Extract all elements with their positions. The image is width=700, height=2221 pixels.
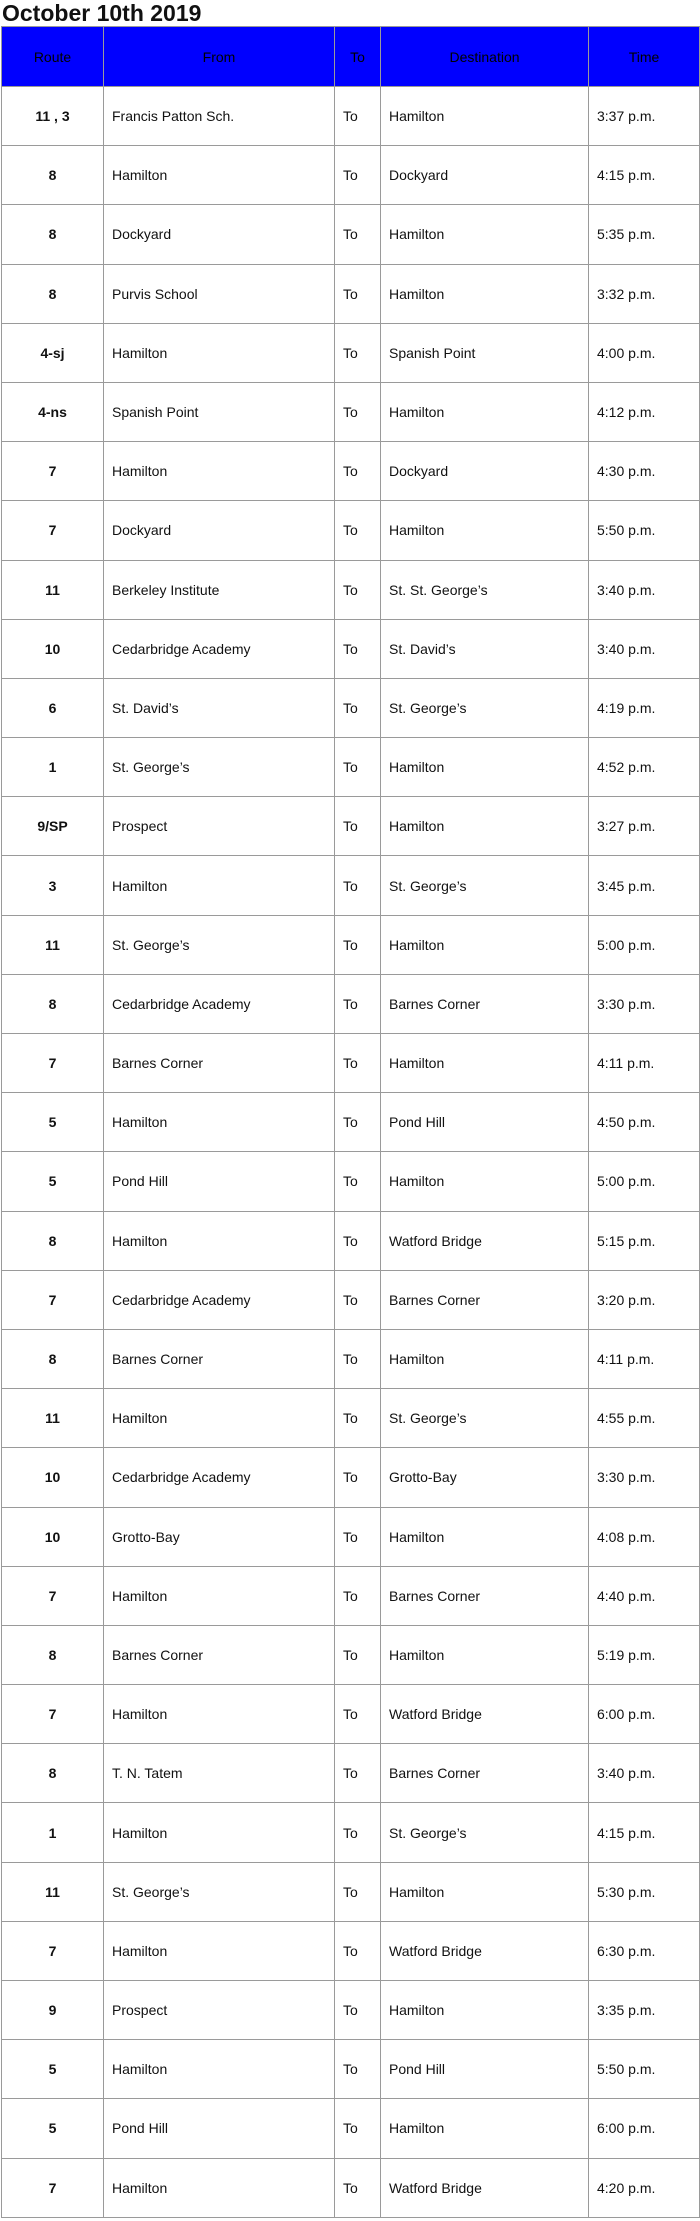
route-cell: 8 (2, 1211, 104, 1270)
to-cell: To (335, 797, 381, 856)
column-header-from: From (104, 27, 335, 87)
column-header-to: To (335, 27, 381, 87)
destination-cell: Barnes Corner (381, 1566, 589, 1625)
destination-cell: Spanish Point (381, 323, 589, 382)
table-row (2, 560, 700, 619)
time-cell: 5:50 p.m. (589, 2040, 700, 2099)
table-row (2, 501, 700, 560)
destination-cell: Pond Hill (381, 1093, 589, 1152)
from-cell: Hamilton (104, 1921, 335, 1980)
route-cell: 11 (2, 560, 104, 619)
to-cell: To (335, 1270, 381, 1329)
from-cell: Hamilton (104, 1389, 335, 1448)
from-cell: Pond Hill (104, 2099, 335, 2158)
time-cell: 5:00 p.m. (589, 1152, 700, 1211)
route-cell: 7 (2, 1034, 104, 1093)
time-cell: 4:11 p.m. (589, 1034, 700, 1093)
to-cell: To (335, 560, 381, 619)
from-cell: Hamilton (104, 442, 335, 501)
from-cell: Barnes Corner (104, 1625, 335, 1684)
table-row (2, 1389, 700, 1448)
time-cell: 4:15 p.m. (589, 146, 700, 205)
column-header-destination: Destination (381, 27, 589, 87)
time-cell: 4:20 p.m. (589, 2158, 700, 2217)
destination-cell: Hamilton (381, 1507, 589, 1566)
table-row (2, 205, 700, 264)
from-cell: Barnes Corner (104, 1034, 335, 1093)
table-row (2, 1448, 700, 1507)
to-cell: To (335, 1389, 381, 1448)
from-cell: Hamilton (104, 1566, 335, 1625)
time-cell: 6:00 p.m. (589, 1685, 700, 1744)
time-cell: 3:40 p.m. (589, 560, 700, 619)
time-cell: 4:19 p.m. (589, 678, 700, 737)
time-cell: 4:11 p.m. (589, 1329, 700, 1388)
from-cell: Cedarbridge Academy (104, 619, 335, 678)
route-cell: 11 (2, 915, 104, 974)
destination-cell: Hamilton (381, 87, 589, 146)
destination-cell: Hamilton (381, 797, 589, 856)
table-row (2, 1625, 700, 1684)
table-row (2, 1034, 700, 1093)
to-cell: To (335, 1981, 381, 2040)
destination-cell: Hamilton (381, 501, 589, 560)
time-cell: 4:40 p.m. (589, 1566, 700, 1625)
time-cell: 4:30 p.m. (589, 442, 700, 501)
destination-cell: Watford Bridge (381, 1685, 589, 1744)
table-row (2, 1566, 700, 1625)
to-cell: To (335, 1921, 381, 1980)
table-row (2, 1270, 700, 1329)
to-cell: To (335, 1034, 381, 1093)
time-cell: 4:55 p.m. (589, 1389, 700, 1448)
route-cell: 7 (2, 501, 104, 560)
bus-schedule-table (1, 26, 700, 2218)
time-cell: 3:32 p.m. (589, 264, 700, 323)
time-cell: 3:27 p.m. (589, 797, 700, 856)
route-cell: 7 (2, 2158, 104, 2217)
from-cell: Hamilton (104, 856, 335, 915)
route-cell: 7 (2, 1566, 104, 1625)
from-cell: Hamilton (104, 2040, 335, 2099)
from-cell: Purvis School (104, 264, 335, 323)
table-header-row (2, 27, 700, 87)
from-cell: St. George’s (104, 915, 335, 974)
to-cell: To (335, 1152, 381, 1211)
destination-cell: St. David’s (381, 619, 589, 678)
from-cell: Pond Hill (104, 1152, 335, 1211)
route-cell: 1 (2, 738, 104, 797)
to-cell: To (335, 501, 381, 560)
table-body (2, 87, 700, 2218)
destination-cell: Watford Bridge (381, 1921, 589, 1980)
destination-cell: Grotto-Bay (381, 1448, 589, 1507)
to-cell: To (335, 1329, 381, 1388)
from-cell: Cedarbridge Academy (104, 1270, 335, 1329)
time-cell: 6:00 p.m. (589, 2099, 700, 2158)
from-cell: St. George’s (104, 1862, 335, 1921)
route-cell: 8 (2, 1744, 104, 1803)
to-cell: To (335, 619, 381, 678)
table-row (2, 797, 700, 856)
table-row (2, 1329, 700, 1388)
route-cell: 7 (2, 1685, 104, 1744)
destination-cell: Hamilton (381, 382, 589, 441)
time-cell: 3:20 p.m. (589, 1270, 700, 1329)
destination-cell: St. George’s (381, 1389, 589, 1448)
from-cell: Francis Patton Sch. (104, 87, 335, 146)
to-cell: To (335, 2158, 381, 2217)
from-cell: Spanish Point (104, 382, 335, 441)
to-cell: To (335, 915, 381, 974)
to-cell: To (335, 264, 381, 323)
time-cell: 3:40 p.m. (589, 1744, 700, 1803)
route-cell: 10 (2, 1448, 104, 1507)
table-row (2, 146, 700, 205)
from-cell: Berkeley Institute (104, 560, 335, 619)
from-cell: Hamilton (104, 323, 335, 382)
route-cell: 5 (2, 2099, 104, 2158)
destination-cell: Hamilton (381, 738, 589, 797)
to-cell: To (335, 2040, 381, 2099)
to-cell: To (335, 1862, 381, 1921)
time-cell: 3:30 p.m. (589, 974, 700, 1033)
destination-cell: St. George’s (381, 1803, 589, 1862)
to-cell: To (335, 442, 381, 501)
time-cell: 4:52 p.m. (589, 738, 700, 797)
table-row (2, 1152, 700, 1211)
from-cell: Hamilton (104, 146, 335, 205)
table-row (2, 87, 700, 146)
table-row (2, 1803, 700, 1862)
destination-cell: Barnes Corner (381, 1270, 589, 1329)
from-cell: Hamilton (104, 1093, 335, 1152)
table-row (2, 678, 700, 737)
time-cell: 5:35 p.m. (589, 205, 700, 264)
table-row (2, 2158, 700, 2217)
destination-cell: Hamilton (381, 915, 589, 974)
route-cell: 8 (2, 1329, 104, 1388)
column-header-time: Time (589, 27, 700, 87)
destination-cell: Dockyard (381, 146, 589, 205)
destination-cell: Hamilton (381, 2099, 589, 2158)
from-cell: Hamilton (104, 1685, 335, 1744)
route-cell: 11 (2, 1389, 104, 1448)
time-cell: 4:08 p.m. (589, 1507, 700, 1566)
table-row (2, 738, 700, 797)
route-cell: 8 (2, 974, 104, 1033)
time-cell: 4:00 p.m. (589, 323, 700, 382)
route-cell: 6 (2, 678, 104, 737)
route-cell: 7 (2, 1270, 104, 1329)
route-cell: 7 (2, 442, 104, 501)
table-row (2, 2040, 700, 2099)
route-cell: 10 (2, 619, 104, 678)
table-row (2, 1211, 700, 1270)
time-cell: 3:40 p.m. (589, 619, 700, 678)
to-cell: To (335, 856, 381, 915)
from-cell: Cedarbridge Academy (104, 974, 335, 1033)
destination-cell: Hamilton (381, 1862, 589, 1921)
page-title: October 10th 2019 (2, 0, 202, 26)
destination-cell: Barnes Corner (381, 974, 589, 1033)
column-header-route: Route (2, 27, 104, 87)
table-row (2, 1921, 700, 1980)
table-row (2, 442, 700, 501)
table-row (2, 856, 700, 915)
time-cell: 4:15 p.m. (589, 1803, 700, 1862)
route-cell: 10 (2, 1507, 104, 1566)
table-row (2, 1862, 700, 1921)
table-row (2, 1685, 700, 1744)
from-cell: Barnes Corner (104, 1329, 335, 1388)
from-cell: Hamilton (104, 1211, 335, 1270)
table-row (2, 2099, 700, 2158)
to-cell: To (335, 323, 381, 382)
to-cell: To (335, 1211, 381, 1270)
time-cell: 4:12 p.m. (589, 382, 700, 441)
from-cell: Hamilton (104, 1803, 335, 1862)
route-cell: 8 (2, 1625, 104, 1684)
from-cell: T. N. Tatem (104, 1744, 335, 1803)
route-cell: 11 , 3 (2, 87, 104, 146)
to-cell: To (335, 382, 381, 441)
destination-cell: Barnes Corner (381, 1744, 589, 1803)
from-cell: Prospect (104, 1981, 335, 2040)
to-cell: To (335, 87, 381, 146)
table-row (2, 264, 700, 323)
time-cell: 3:45 p.m. (589, 856, 700, 915)
table-row (2, 1093, 700, 1152)
from-cell: Cedarbridge Academy (104, 1448, 335, 1507)
route-cell: 11 (2, 1862, 104, 1921)
to-cell: To (335, 678, 381, 737)
time-cell: 6:30 p.m. (589, 1921, 700, 1980)
time-cell: 5:30 p.m. (589, 1862, 700, 1921)
from-cell: Dockyard (104, 205, 335, 264)
to-cell: To (335, 974, 381, 1033)
route-cell: 9/SP (2, 797, 104, 856)
time-cell: 3:35 p.m. (589, 1981, 700, 2040)
time-cell: 5:00 p.m. (589, 915, 700, 974)
from-cell: Dockyard (104, 501, 335, 560)
to-cell: To (335, 1625, 381, 1684)
to-cell: To (335, 1507, 381, 1566)
destination-cell: Hamilton (381, 205, 589, 264)
table-row (2, 323, 700, 382)
time-cell: 3:30 p.m. (589, 1448, 700, 1507)
to-cell: To (335, 1093, 381, 1152)
destination-cell: Hamilton (381, 1625, 589, 1684)
time-cell: 5:19 p.m. (589, 1625, 700, 1684)
destination-cell: Dockyard (381, 442, 589, 501)
destination-cell: Watford Bridge (381, 2158, 589, 2217)
to-cell: To (335, 2099, 381, 2158)
route-cell: 8 (2, 205, 104, 264)
to-cell: To (335, 738, 381, 797)
route-cell: 1 (2, 1803, 104, 1862)
time-cell: 5:50 p.m. (589, 501, 700, 560)
route-cell: 7 (2, 1921, 104, 1980)
table-row (2, 1744, 700, 1803)
from-cell: St. George’s (104, 738, 335, 797)
route-cell: 5 (2, 1152, 104, 1211)
to-cell: To (335, 1448, 381, 1507)
time-cell: 4:50 p.m. (589, 1093, 700, 1152)
route-cell: 4-sj (2, 323, 104, 382)
route-cell: 5 (2, 2040, 104, 2099)
to-cell: To (335, 1744, 381, 1803)
destination-cell: Hamilton (381, 1981, 589, 2040)
to-cell: To (335, 205, 381, 264)
table-row (2, 915, 700, 974)
destination-cell: Watford Bridge (381, 1211, 589, 1270)
route-cell: 8 (2, 264, 104, 323)
destination-cell: Hamilton (381, 1034, 589, 1093)
time-cell: 5:15 p.m. (589, 1211, 700, 1270)
from-cell: Prospect (104, 797, 335, 856)
time-cell: 3:37 p.m. (589, 87, 700, 146)
from-cell: Grotto-Bay (104, 1507, 335, 1566)
table-row (2, 1981, 700, 2040)
table-row (2, 974, 700, 1033)
to-cell: To (335, 1803, 381, 1862)
from-cell: Hamilton (104, 2158, 335, 2217)
destination-cell: Hamilton (381, 1329, 589, 1388)
from-cell: St. David’s (104, 678, 335, 737)
to-cell: To (335, 1685, 381, 1744)
destination-cell: Hamilton (381, 264, 589, 323)
destination-cell: Pond Hill (381, 2040, 589, 2099)
destination-cell: Hamilton (381, 1152, 589, 1211)
table-row (2, 1507, 700, 1566)
destination-cell: St. St. George’s (381, 560, 589, 619)
table-row (2, 382, 700, 441)
route-cell: 8 (2, 146, 104, 205)
to-cell: To (335, 1566, 381, 1625)
route-cell: 9 (2, 1981, 104, 2040)
to-cell: To (335, 146, 381, 205)
route-cell: 5 (2, 1093, 104, 1152)
destination-cell: St. George’s (381, 856, 589, 915)
route-cell: 4-ns (2, 382, 104, 441)
table-row (2, 619, 700, 678)
destination-cell: St. George’s (381, 678, 589, 737)
route-cell: 3 (2, 856, 104, 915)
